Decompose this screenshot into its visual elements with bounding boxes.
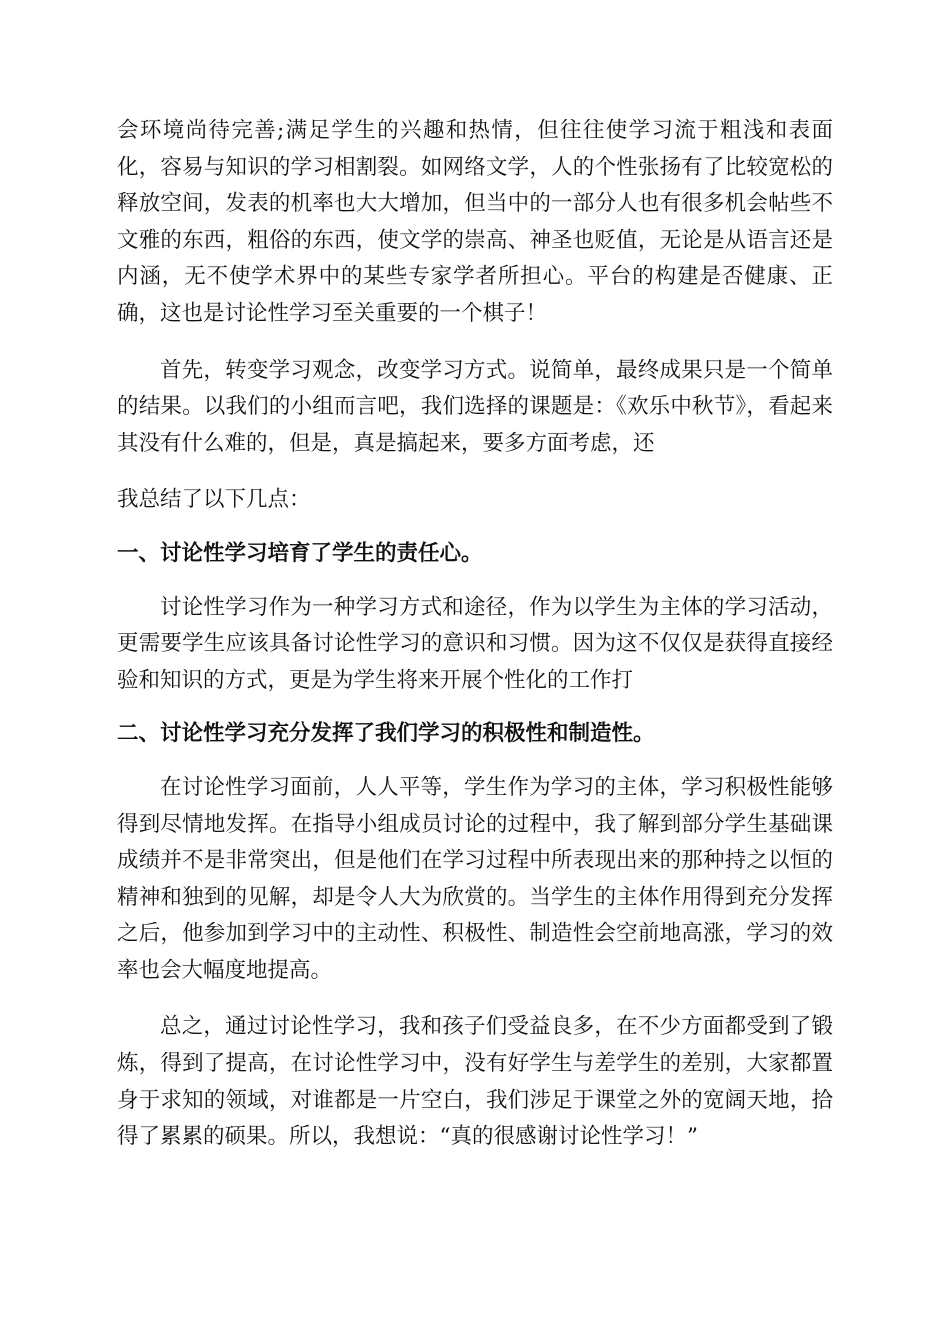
paragraph-first-change-concept: 首先，转变学习观念，改变学习方式。说简单，最终成果只是一个简单的结果。以我们的小组而言吧，我们选择的课题是：《欢乐中秋节》，看起来其没有什么难的，但是，真是搞起来，要多方面考虑，还 [117,357,833,456]
paragraph-summary-intro: 我总结了以下几点： [117,487,311,513]
document-page [117,113,833,1156]
paragraph-responsibility: 讨论性学习作为一种学习方式和途径，作为以学生为主体的学习活动，更需要学生应该具备讨论性学习的意识和习惯。因为这不仅仅是获得直接经验和知识的方式，更是为学生将来开展个性化的工作打 [117,594,833,693]
heading-initiative-creativity: 二、讨论性学习充分发挥了我们学习的积极性和制造性。 [117,721,655,747]
paragraph-initiative: 在讨论性学习面前，人人平等，学生作为学习的主体，学习积极性能够得到尽情地发挥。在指导小组成员讨论的过程中，我了解到部分学生基础课成绩并不是非常突出，但是他们在学习过程中所表现出来的那种持之以恒的精神和独到的见解，却是令人大为欣赏的。当学生的主体作用得到充分发挥之后，他参加到学习中的主动性、积极性、制造性会空前地高涨，学习的效率也会大幅度地提高。 [117,774,833,983]
paragraph-conclusion: 总之，通过讨论性学习，我和孩子们受益良多，在不少方面都受到了锻炼，得到了提高，在讨论性学习中，没有好学生与差学生的差别，大家都置身于求知的领域，对谁都是一片空白，我们涉足于课堂之外的宽阔天地，拾得了累累的硕果。所以，我想说：“真的很感谢讨论性学习！” [117,1014,833,1150]
heading-responsibility: 一、讨论性学习培育了学生的责任心。 [117,540,483,566]
paragraph-social-environment: 会环境尚待完善;满足学生的兴趣和热情，但往往使学习流于粗浅和表面化，容易与知识的学习相割裂。如网络文学，人的个性张扬有了比较宽松的释放空间，发表的机率也大大增加，但当中的一部分人也有很多机会帖些不文雅的东西，粗俗的东西，使文学的崇高、神圣也贬值，无论是从语言还是内涵，无不使学术界中的某些专家学者所担心。平台的构建是否健康、正确，这也是讨论性学习至关重要的一个棋子！ [117,118,833,326]
